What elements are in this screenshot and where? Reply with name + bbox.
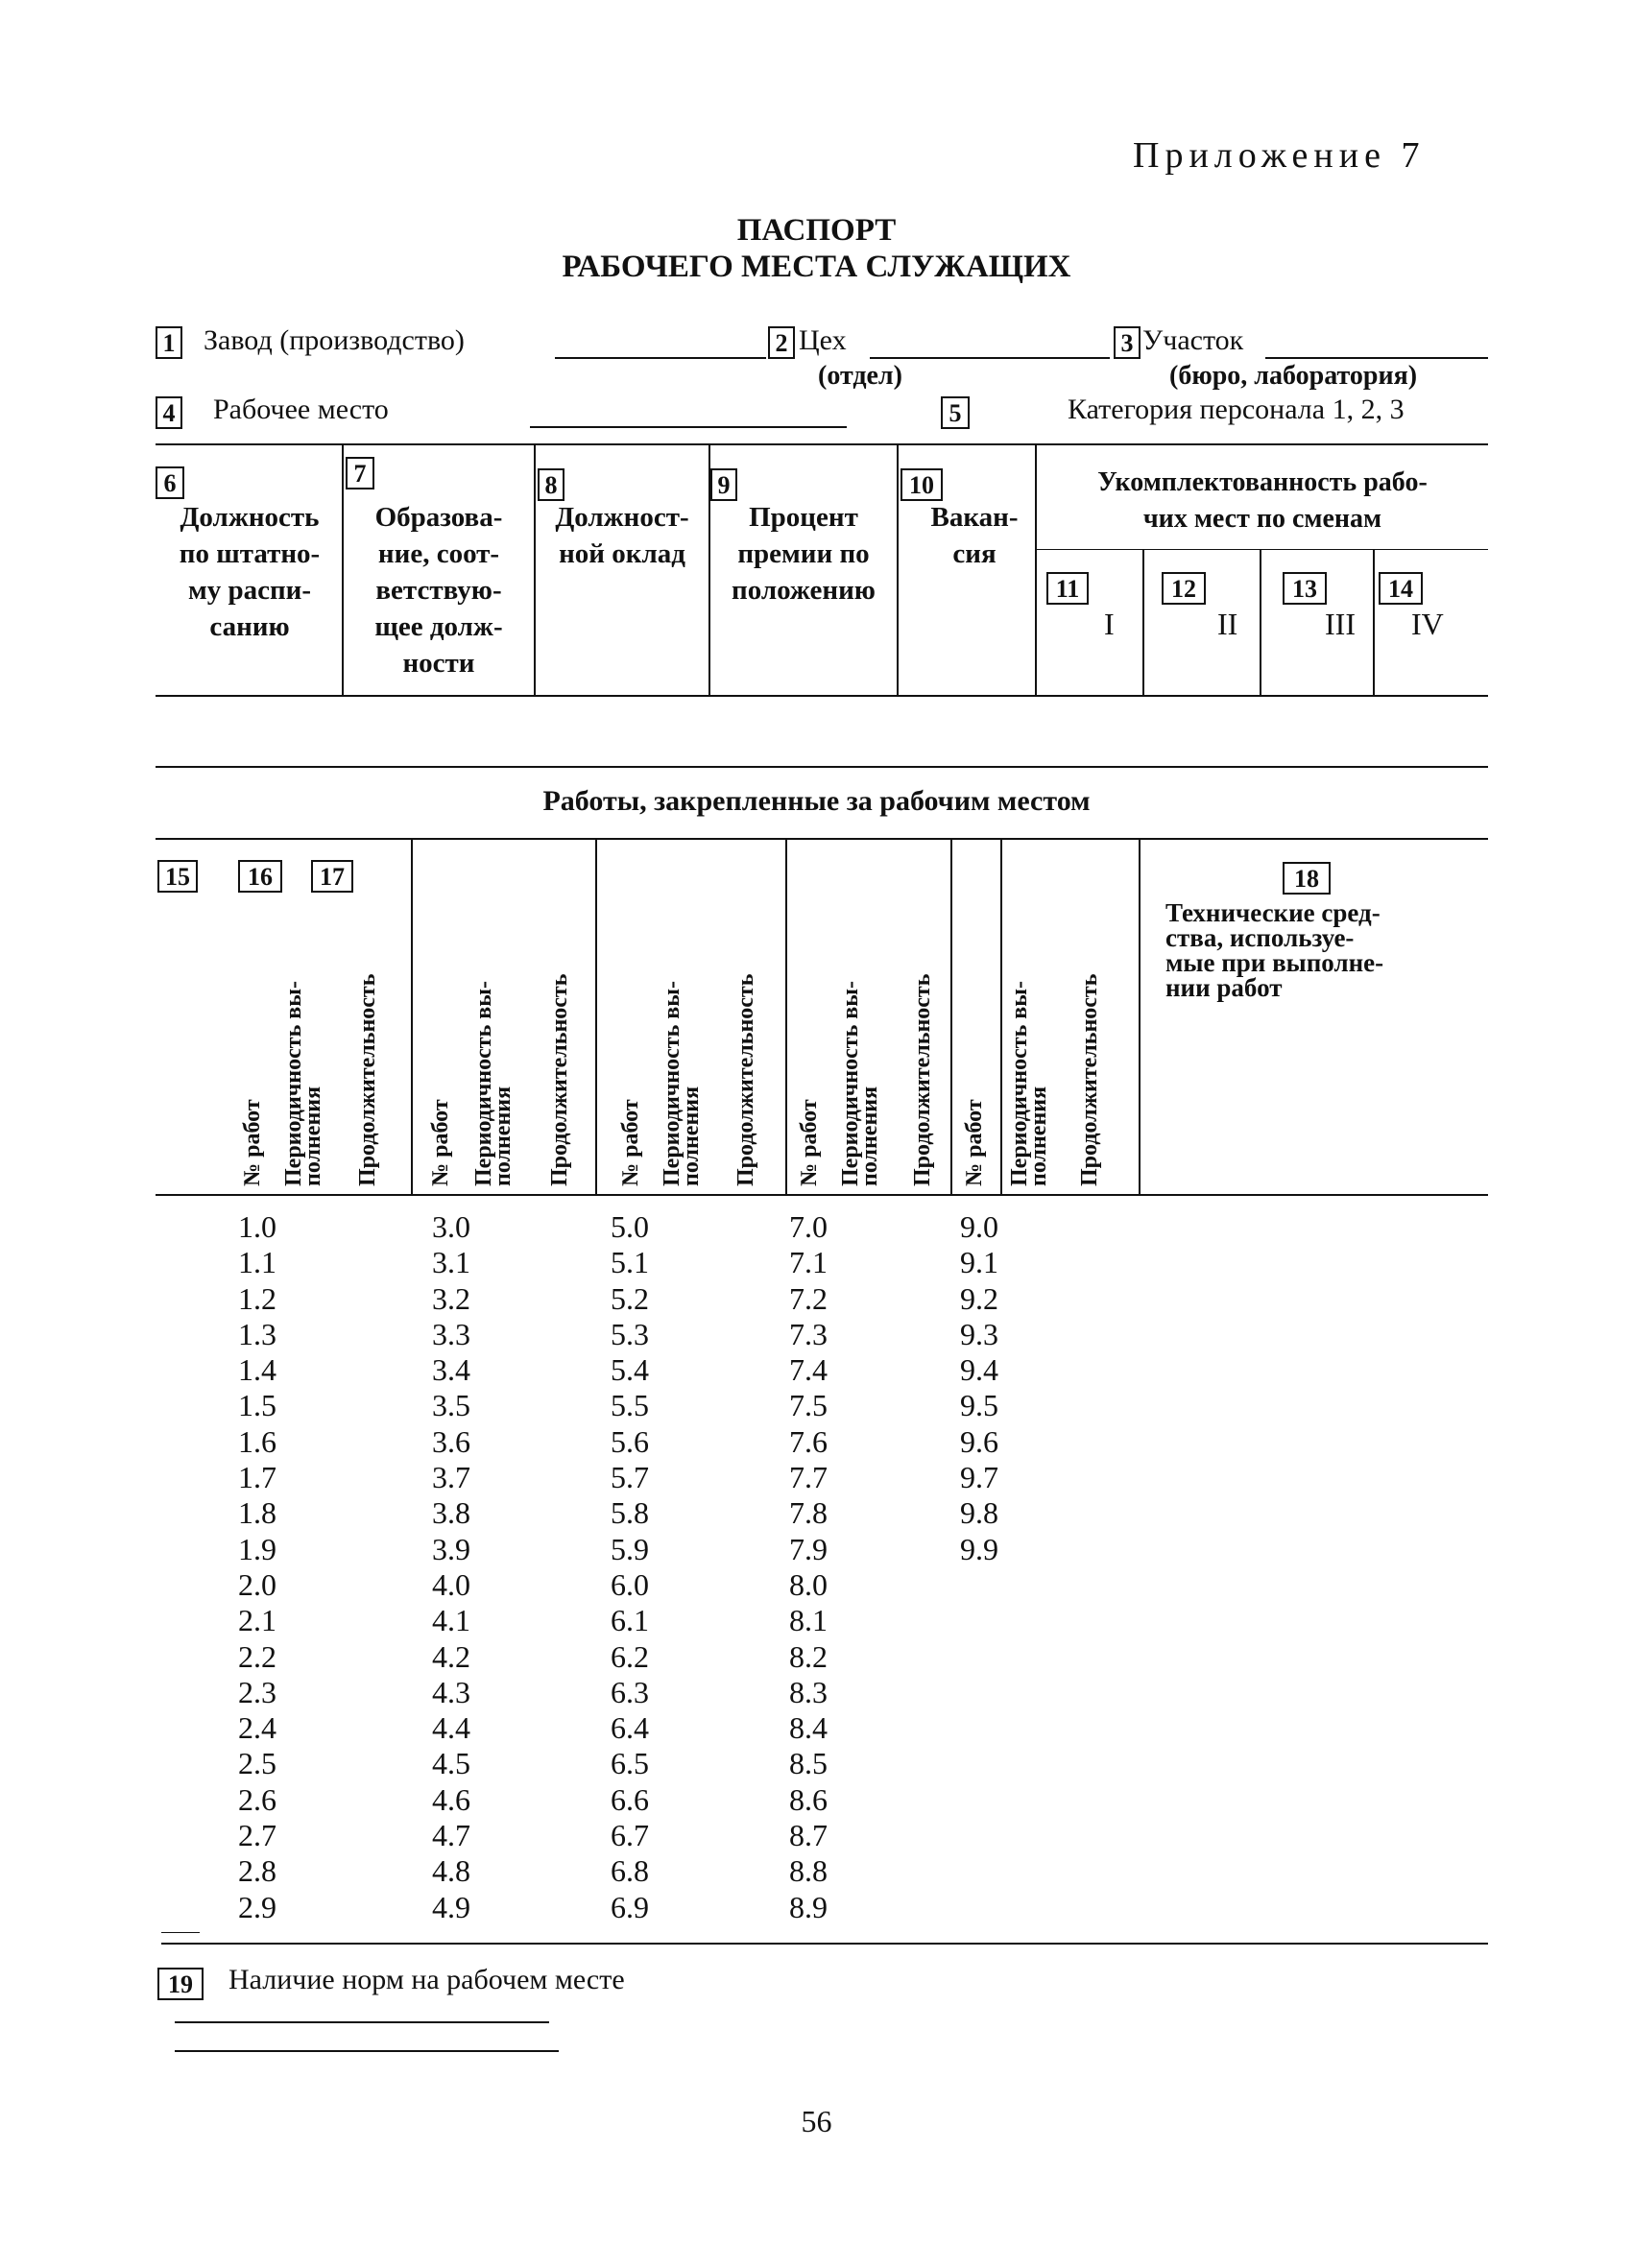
works-title: Работы, закрепленные за рабочим местом <box>542 785 1091 817</box>
work-number-cell: 5.1 <box>611 1245 649 1280</box>
field-5-label: Категория персонала 1, 2, 3 <box>1068 394 1405 425</box>
col-periodicity-line: полнения <box>300 1086 325 1186</box>
col-9-number: 9 <box>710 468 737 501</box>
col-periodicity-line: Периодичность вы- <box>660 981 684 1186</box>
work-number-cell: 7.8 <box>789 1495 828 1531</box>
work-number-cell: 8.2 <box>789 1638 828 1674</box>
work-number-cell: 1.2 <box>238 1280 276 1316</box>
col-10-line: Вакан- <box>930 502 1019 533</box>
work-number-cell: 3.9 <box>432 1531 470 1566</box>
tech-means-line: мые при выполне- <box>1165 948 1384 977</box>
shift-2-label: II <box>1217 607 1238 641</box>
work-number-cell: 7.1 <box>789 1245 828 1280</box>
col-9-line: положению <box>732 575 876 606</box>
col-duration-header: Продолжительность <box>910 973 935 1186</box>
works-group-divider <box>595 838 597 1194</box>
work-number-cell: 4.0 <box>432 1566 470 1602</box>
shift-col-divider <box>1142 549 1144 695</box>
col-7-line: Образова- <box>374 502 503 533</box>
field-1-blank-line <box>555 357 766 359</box>
work-number-cell: 7.0 <box>789 1209 828 1244</box>
work-number-cell: 9.8 <box>960 1495 998 1531</box>
work-number-cell: 5.6 <box>611 1423 649 1459</box>
work-number-cell: 4.4 <box>432 1710 470 1746</box>
works-group-divider <box>785 838 787 1194</box>
work-number-cell: 6.3 <box>611 1674 649 1709</box>
col-work-number-header: № работ <box>240 1099 265 1186</box>
work-number-cell: 5.0 <box>611 1209 649 1244</box>
work-number-cell: 5.2 <box>611 1280 649 1316</box>
col-work-number-header: № работ <box>962 1099 987 1186</box>
work-number-cell: 1.6 <box>238 1423 276 1459</box>
col-periodicity-header <box>660 981 704 1186</box>
field-1-number: 1 <box>156 326 182 359</box>
col-7-line: ветствую- <box>375 575 502 606</box>
works-table-bottom-short-line <box>161 1932 200 1933</box>
work-number-cell: 4.1 <box>432 1603 470 1638</box>
work-number-cell: 2.5 <box>238 1746 276 1781</box>
col-periodicity-header <box>471 981 516 1186</box>
col-duration-header: Продолжительность <box>355 973 380 1186</box>
work-number-cell: 3.8 <box>432 1495 470 1531</box>
col-periodicity-line: полнения <box>679 1086 704 1186</box>
shift-4-label: IV <box>1411 607 1444 641</box>
work-number-cell: 6.9 <box>611 1889 649 1924</box>
col-periodicity-line: Периодичность вы- <box>1007 981 1032 1186</box>
work-number-cell: 1.9 <box>238 1531 276 1566</box>
col-18-number: 18 <box>1283 862 1331 895</box>
page-number: 56 <box>801 2104 832 2138</box>
col-6-line: санию <box>209 611 290 642</box>
work-number-cell: 5.3 <box>611 1316 649 1351</box>
tech-means-line: ства, используе- <box>1165 923 1355 952</box>
field-4-number: 4 <box>156 396 182 429</box>
staff-col-divider <box>897 443 899 695</box>
tech-means-line: нии работ <box>1165 973 1283 1002</box>
appendix-label: Приложение 7 <box>1133 135 1426 176</box>
work-number-cell: 1.1 <box>238 1245 276 1280</box>
work-number-cell: 7.2 <box>789 1280 828 1316</box>
work-number-cell: 1.4 <box>238 1352 276 1388</box>
shift-3-label: III <box>1325 607 1356 641</box>
work-number-cell: 8.3 <box>789 1674 828 1709</box>
col-duration-header: Продолжительность <box>733 973 758 1186</box>
work-number-cell: 2.6 <box>238 1781 276 1817</box>
work-number-cell: 6.2 <box>611 1638 649 1674</box>
work-number-cell: 3.1 <box>432 1245 470 1280</box>
col-7-line: ности <box>402 648 475 679</box>
field-3-number: 3 <box>1114 326 1141 359</box>
col-periodicity-line: полнения <box>1026 1086 1051 1186</box>
work-number-cell: 3.0 <box>432 1209 470 1244</box>
col-7-header <box>344 499 534 681</box>
field-3-blank-line <box>1265 357 1488 359</box>
work-number-cell: 2.1 <box>238 1603 276 1638</box>
field-19-label: Наличие норм на рабочем месте <box>228 1964 625 1995</box>
field-3-sublabel: (бюро, лаборатория) <box>1169 361 1418 391</box>
col-duration-header: Продолжительность <box>1077 973 1102 1186</box>
work-number-cell: 9.7 <box>960 1460 998 1495</box>
works-header-bottom-border <box>156 1194 1488 1196</box>
col-15-number: 15 <box>157 860 198 893</box>
shift-4-number: 14 <box>1379 572 1423 605</box>
work-number-cell: 5.4 <box>611 1352 649 1388</box>
shifts-divider <box>1037 549 1488 550</box>
col-16-number: 16 <box>238 860 282 893</box>
field-4-blank-line <box>530 426 847 428</box>
staff-table-top-border <box>156 443 1488 445</box>
col-periodicity-header <box>838 981 882 1186</box>
shift-col-divider <box>1373 549 1375 695</box>
work-number-cell: 6.0 <box>611 1566 649 1602</box>
work-number-cell: 8.9 <box>789 1889 828 1924</box>
field-2-blank-line <box>870 357 1110 359</box>
works-number-column <box>413 1209 490 1925</box>
work-number-cell: 9.1 <box>960 1245 998 1280</box>
col-work-number-header: № работ <box>797 1099 822 1186</box>
work-number-cell: 7.7 <box>789 1460 828 1495</box>
work-number-cell: 4.6 <box>432 1781 470 1817</box>
works-number-column <box>770 1209 847 1925</box>
col-7-number: 7 <box>346 457 374 489</box>
work-number-cell: 9.2 <box>960 1280 998 1316</box>
col-9-line: Процент <box>749 502 858 533</box>
work-number-cell: 3.4 <box>432 1352 470 1388</box>
col-8-line: Должност- <box>555 502 689 533</box>
col-periodicity-line: Периодичность вы- <box>838 981 863 1186</box>
work-number-cell: 5.9 <box>611 1531 649 1566</box>
works-group-divider <box>411 838 413 1194</box>
col-periodicity-line: полнения <box>857 1086 882 1186</box>
col-6-number: 6 <box>156 466 184 499</box>
work-number-cell: 7.4 <box>789 1352 828 1388</box>
col-10-line: сия <box>952 538 997 569</box>
works-group-divider <box>1139 838 1141 1194</box>
work-number-cell: 8.7 <box>789 1818 828 1853</box>
col-6-line: му распи- <box>187 575 312 606</box>
tech-means-header <box>1165 900 1463 1000</box>
work-number-cell: 4.8 <box>432 1853 470 1889</box>
shifts-header-line: Укомплектованность рабо- <box>1097 467 1428 497</box>
work-number-cell: 1.5 <box>238 1388 276 1423</box>
title-line-2: РАБОЧЕГО МЕСТА СЛУЖАЩИХ <box>562 250 1071 284</box>
work-number-cell: 8.4 <box>789 1710 828 1746</box>
field-3-label: Участок <box>1142 324 1244 356</box>
col-17-number: 17 <box>311 860 353 893</box>
works-table-bottom-border <box>161 1943 1488 1945</box>
work-number-cell: 3.3 <box>432 1316 470 1351</box>
shifts-header <box>1037 465 1488 537</box>
norms-blank-line <box>175 2050 559 2052</box>
work-number-cell: 2.2 <box>238 1638 276 1674</box>
norms-blank-line <box>175 2021 549 2023</box>
col-8-number: 8 <box>538 468 564 501</box>
works-number-column <box>219 1209 296 1925</box>
work-number-cell: 6.7 <box>611 1818 649 1853</box>
field-19-number: 19 <box>157 1968 204 2000</box>
work-number-cell: 3.2 <box>432 1280 470 1316</box>
work-number-cell: 4.2 <box>432 1638 470 1674</box>
work-number-cell: 7.3 <box>789 1316 828 1351</box>
work-number-cell: 3.5 <box>432 1388 470 1423</box>
work-number-cell: 9.4 <box>960 1352 998 1388</box>
work-number-cell: 3.7 <box>432 1460 470 1495</box>
col-8-header <box>536 499 708 572</box>
col-9-line: премии по <box>737 538 870 569</box>
col-10-header <box>912 499 1037 572</box>
work-number-cell: 8.1 <box>789 1603 828 1638</box>
field-2-sublabel: (отдел) <box>818 361 902 391</box>
work-number-cell: 4.9 <box>432 1889 470 1924</box>
work-number-cell: 4.3 <box>432 1674 470 1709</box>
work-number-cell: 9.0 <box>960 1209 998 1244</box>
work-number-cell: 3.6 <box>432 1423 470 1459</box>
work-number-cell: 1.0 <box>238 1209 276 1244</box>
work-number-cell: 1.8 <box>238 1495 276 1531</box>
shift-3-number: 13 <box>1283 572 1327 605</box>
work-number-cell: 5.7 <box>611 1460 649 1495</box>
work-number-cell: 1.3 <box>238 1316 276 1351</box>
work-number-cell: 2.4 <box>238 1710 276 1746</box>
field-1-label: Завод (производство) <box>204 324 465 356</box>
col-7-line: щее долж- <box>374 611 503 642</box>
staff-table-bottom-border <box>156 695 1488 697</box>
tech-means-line: Технические сред- <box>1165 898 1381 927</box>
field-2-number: 2 <box>768 326 795 359</box>
work-number-cell: 6.6 <box>611 1781 649 1817</box>
shift-1-number: 11 <box>1046 572 1089 605</box>
works-group-divider <box>950 838 952 1194</box>
col-periodicity-line: Периодичность вы- <box>471 981 496 1186</box>
field-5-number: 5 <box>941 396 970 429</box>
shift-1-label: I <box>1104 607 1115 641</box>
work-number-cell: 8.8 <box>789 1853 828 1889</box>
work-number-cell: 2.9 <box>238 1889 276 1924</box>
col-6-header <box>157 499 342 645</box>
works-number-column <box>591 1209 668 1925</box>
col-work-number-header: № работ <box>618 1099 643 1186</box>
works-number-column <box>941 1209 1018 1567</box>
field-2-label: Цех <box>799 324 847 356</box>
col-6-line: по штатно- <box>179 538 321 569</box>
col-7-line: ние, соот- <box>377 538 500 569</box>
work-number-cell: 4.5 <box>432 1746 470 1781</box>
works-table-top-border <box>156 838 1488 840</box>
shift-2-number: 12 <box>1162 572 1206 605</box>
work-number-cell: 1.7 <box>238 1460 276 1495</box>
col-periodicity-line: полнения <box>491 1086 516 1186</box>
work-number-cell: 2.3 <box>238 1674 276 1709</box>
col-periodicity-header <box>281 981 325 1186</box>
work-number-cell: 7.5 <box>789 1388 828 1423</box>
col-duration-header: Продолжительность <box>547 973 572 1186</box>
title-line-1: ПАСПОРТ <box>736 213 897 248</box>
work-number-cell: 2.8 <box>238 1853 276 1889</box>
field-4-label: Рабочее место <box>213 394 389 425</box>
work-number-cell: 6.8 <box>611 1853 649 1889</box>
works-title-top-border <box>156 766 1488 768</box>
shift-col-divider <box>1260 549 1261 695</box>
shifts-header-line: чих мест по сменам <box>1142 504 1382 534</box>
work-number-cell: 9.5 <box>960 1388 998 1423</box>
work-number-cell: 9.3 <box>960 1316 998 1351</box>
work-number-cell: 5.5 <box>611 1388 649 1423</box>
work-number-cell: 8.6 <box>789 1781 828 1817</box>
work-number-cell: 6.5 <box>611 1746 649 1781</box>
work-number-cell: 7.9 <box>789 1531 828 1566</box>
col-periodicity-header <box>1007 981 1051 1186</box>
col-8-line: ной оклад <box>559 538 685 569</box>
col-9-header <box>710 499 897 609</box>
work-number-cell: 8.5 <box>789 1746 828 1781</box>
work-number-cell: 8.0 <box>789 1566 828 1602</box>
col-periodicity-line: Периодичность вы- <box>281 981 306 1186</box>
work-number-cell: 4.7 <box>432 1818 470 1853</box>
work-number-cell: 7.6 <box>789 1423 828 1459</box>
work-number-cell: 5.8 <box>611 1495 649 1531</box>
work-number-cell: 9.6 <box>960 1423 998 1459</box>
work-number-cell: 9.9 <box>960 1531 998 1566</box>
col-6-line: Должность <box>180 502 320 533</box>
col-work-number-header: № работ <box>428 1099 453 1186</box>
works-group-divider <box>1000 838 1002 1194</box>
col-10-number: 10 <box>901 468 943 501</box>
work-number-cell: 6.1 <box>611 1603 649 1638</box>
work-number-cell: 2.0 <box>238 1566 276 1602</box>
work-number-cell: 2.7 <box>238 1818 276 1853</box>
work-number-cell: 6.4 <box>611 1710 649 1746</box>
